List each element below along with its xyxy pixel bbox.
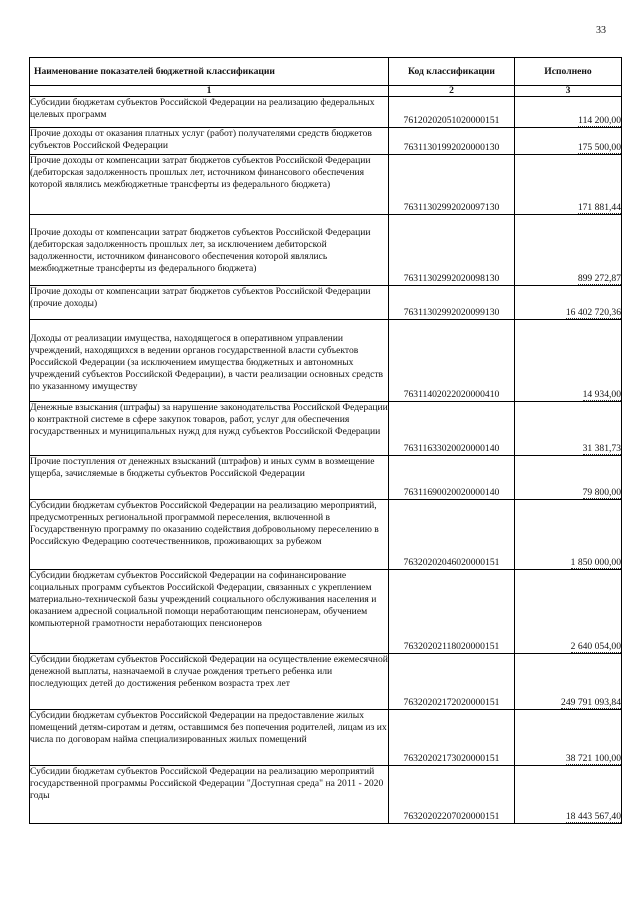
row-amount bbox=[515, 456, 622, 500]
row-name: Субсидии бюджетам субъектов Российской Федерации на осуществление ежемесячной денежной выплаты, назначаемой в случае рождения третьего ребенка или последующих детей до достижения ребенком возраста трех лет bbox=[30, 654, 389, 710]
row-amount-value: 1 850 000,00 bbox=[570, 557, 621, 568]
row-amount-value: 249 791 093,84 bbox=[561, 697, 621, 708]
header-code: Код классификации bbox=[389, 58, 515, 86]
row-amount-value: 2 640 054,00 bbox=[570, 641, 621, 652]
row-name: Субсидии бюджетам субъектов Российской Федерации на предоставление жилых помещений детям-сиротам и детям, оставшимся без попечения родителей, лицам из их числа по договорам найма специализированных жилых помещений bbox=[30, 710, 389, 766]
row-amount bbox=[515, 766, 622, 824]
row-code: 76311302992020099130 bbox=[389, 286, 515, 320]
row-code: 76320202118020000151 bbox=[389, 570, 515, 654]
table-row bbox=[30, 654, 622, 710]
row-code: 76311402022020000410 bbox=[389, 320, 515, 402]
row-amount-value: 79 800,00 bbox=[582, 487, 621, 498]
row-name: Доходы от реализации имущества, находящегося в оперативном управлении учреждений, находящихся в ведении органов государственной власти субъектов Российской Федерации (за исключением имущества бюджетных и автономных учреждений субъектов Российской Федерации), в части реализации основных средств по указанному имуществу bbox=[30, 320, 389, 402]
row-code: 76311690020020000140 bbox=[389, 456, 515, 500]
row-code: 76311302992020098130 bbox=[389, 215, 515, 286]
row-code: 76320202172020000151 bbox=[389, 654, 515, 710]
row-name: Прочие доходы от оказания платных услуг (работ) получателями средств бюджетов субъектов Российской Федерации bbox=[30, 128, 389, 155]
row-amount-value: 175 500,00 bbox=[577, 142, 621, 153]
row-code: 76311302992020097130 bbox=[389, 155, 515, 215]
row-code: 76120202051020000151 bbox=[389, 97, 515, 128]
header-name: Наименование показателей бюджетной классификации bbox=[30, 58, 389, 86]
row-amount bbox=[515, 215, 622, 286]
row-name: Прочие доходы от компенсации затрат бюджетов субъектов Российской Федерации (дебиторская задолженность прошлых лет, за исключением дебиторской задолженности, источником финансового обеспечения которой являлись межбюджетные трансферты из федерального бюджета) bbox=[30, 215, 389, 286]
row-amount bbox=[515, 570, 622, 654]
row-name: Субсидии бюджетам субъектов Российской Федерации на реализацию мероприятий государственной программы Российской Федерации "Доступная среда" на 2011 - 2020 годы bbox=[30, 766, 389, 824]
column-number: 3 bbox=[515, 86, 622, 97]
row-name: Прочие поступления от денежных взысканий (штрафов) и иных сумм в возмещение ущерба, зачисляемые в бюджеты субъектов Российской Федерации bbox=[30, 456, 389, 500]
row-amount-value: 171 881,44 bbox=[577, 202, 621, 213]
table-header-row bbox=[30, 58, 622, 86]
row-amount-value: 899 272,87 bbox=[577, 273, 621, 284]
row-amount-value: 16 402 720,36 bbox=[565, 307, 621, 318]
row-name: Субсидии бюджетам субъектов Российской Федерации на софинансирование социальных программ субъектов Российской Федерации, связанных с укреплением материально-технической базы учреждений социального обслуживания населения и оказанием адресной социальной помощи неработающим пенсионерам, обучением компьютерной грамотности неработающих пенсионеров bbox=[30, 570, 389, 654]
table-row bbox=[30, 710, 622, 766]
table-row bbox=[30, 402, 622, 456]
page-number: 33 bbox=[596, 25, 606, 36]
row-name: Прочие доходы от компенсации затрат бюджетов субъектов Российской Федерации (прочие доходы) bbox=[30, 286, 389, 320]
row-amount bbox=[515, 320, 622, 402]
row-amount bbox=[515, 654, 622, 710]
row-name: Субсидии бюджетам субъектов Российской Федерации на реализацию мероприятий, предусмотренных региональной программой переселения, включенной в Государственную программу по оказанию содействия добровольному переселению в Российскую Федерацию соотечественников, проживающих за рубежом bbox=[30, 500, 389, 570]
row-amount bbox=[515, 128, 622, 155]
table-row bbox=[30, 128, 622, 155]
budget-table bbox=[29, 57, 622, 824]
row-code: 76311301992020000130 bbox=[389, 128, 515, 155]
column-number: 1 bbox=[30, 86, 389, 97]
row-code: 76311633020020000140 bbox=[389, 402, 515, 456]
header-executed: Исполнено bbox=[515, 58, 622, 86]
row-amount-value: 38 721 100,00 bbox=[565, 753, 621, 764]
row-amount bbox=[515, 97, 622, 128]
table-row bbox=[30, 215, 622, 286]
table-row bbox=[30, 456, 622, 500]
row-code: 76320202207020000151 bbox=[389, 766, 515, 824]
row-name: Прочие доходы от компенсации затрат бюджетов субъектов Российской Федерации (дебиторская задолженность прошлых лет, источником финансового обеспечения которой являлись межбюджетные трансферты из федерального бюджета) bbox=[30, 155, 389, 215]
table-row bbox=[30, 500, 622, 570]
table-row bbox=[30, 320, 622, 402]
table-row bbox=[30, 570, 622, 654]
row-amount bbox=[515, 155, 622, 215]
row-amount bbox=[515, 710, 622, 766]
row-amount bbox=[515, 402, 622, 456]
row-amount-value: 114 200,00 bbox=[578, 115, 621, 126]
table-row bbox=[30, 155, 622, 215]
row-amount bbox=[515, 500, 622, 570]
column-number-row bbox=[30, 86, 622, 97]
row-amount-value: 18 443 567,40 bbox=[565, 811, 621, 822]
row-name: Субсидии бюджетам субъектов Российской Федерации на реализацию федеральных целевых программ bbox=[30, 97, 389, 128]
table-row bbox=[30, 97, 622, 128]
table-row bbox=[30, 286, 622, 320]
row-amount bbox=[515, 286, 622, 320]
row-amount-value: 14 934,00 bbox=[582, 389, 621, 400]
table-row bbox=[30, 766, 622, 824]
row-code: 76320202173020000151 bbox=[389, 710, 515, 766]
row-amount-value: 31 381,73 bbox=[582, 443, 621, 454]
column-number: 2 bbox=[389, 86, 515, 97]
row-code: 76320202046020000151 bbox=[389, 500, 515, 570]
row-name: Денежные взыскания (штрафы) за нарушение законодательства Российской Федерации о контрактной системе в сфере закупок товаров, работ, услуг для обеспечения государственных и муниципальных нужд для нужд субъектов Российской Федерации bbox=[30, 402, 389, 456]
